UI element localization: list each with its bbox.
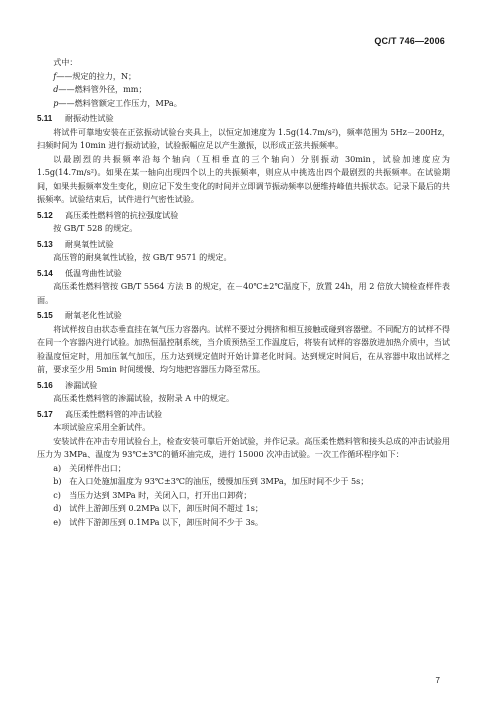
variable-symbol: p bbox=[53, 97, 59, 108]
list-label: b) bbox=[53, 476, 62, 486]
section-paragraph: 将试样按自由状态垂直挂在氧气压力容器内。试样不要过分拥挤和相互接触或碰到容器壁。不同配方的试样不得在同一个容器内进行试验。加热恒温控制系统，当介质预热至工作温度后，将装有试样的容器放进加热介质中，当试验温度恒定时，用加压氧气加压，压力达到规定值时开始计算老化时间。达到规定时间后，在从容器中取出试样之前，要求至少用 5min 时间缓慢、均匀地把容器压力降至常压。 bbox=[37, 323, 450, 374]
section-title: 渗漏试验 bbox=[65, 380, 98, 390]
section-number: 5.11 bbox=[37, 114, 53, 123]
list-text: 试件上游卸压到 0.2MPa 以下，卸压时间不超过 1s； bbox=[69, 503, 263, 513]
section-heading bbox=[37, 379, 450, 393]
standard-number: QC/T 746—2006 bbox=[374, 36, 445, 46]
variable-definition bbox=[37, 97, 450, 111]
section-title: 高压柔性燃料管的冲击试验 bbox=[65, 409, 163, 419]
list-label: a) bbox=[53, 462, 62, 473]
section-heading bbox=[37, 209, 450, 223]
list-label: e) bbox=[53, 516, 62, 527]
section-paragraph: 安装试件在冲击专用试验台上，检查安装可靠后开始试验，并作记录。高压柔性燃料管和接头总成的冲击试验用压力为 3MPa、温度为 93℃±3℃的循环油完成，进行 15000 次冲击试验。一次工作循环程序如下： bbox=[37, 435, 450, 459]
section-title: 耐臭氧性试验 bbox=[65, 239, 114, 249]
variable-text: ——燃料管额定工作压力，MPa。 bbox=[58, 97, 182, 108]
section-paragraph: 本项试验应采用全新试件。 bbox=[53, 422, 151, 432]
section-number: 5.12 bbox=[37, 210, 53, 220]
list-item bbox=[37, 489, 450, 503]
variable-symbol: d bbox=[53, 84, 59, 94]
list-label: d) bbox=[53, 503, 62, 513]
section-title: 高压柔性燃料管的抗拉强度试验 bbox=[65, 210, 179, 220]
formula-intro: 式中： bbox=[53, 57, 78, 67]
section-heading bbox=[37, 267, 450, 281]
section-title: 耐氧老化性试验 bbox=[65, 311, 122, 320]
section-heading bbox=[37, 112, 450, 126]
list-text: 关闭样件出口； bbox=[69, 462, 126, 473]
list-item bbox=[37, 502, 450, 516]
section-number: 5.16 bbox=[37, 380, 53, 390]
list-text: 当压力达到 3MPa 时，关闭入口，打开出口卸荷； bbox=[69, 489, 252, 500]
section-title: 低温弯曲性试验 bbox=[65, 268, 122, 278]
variable-text: ——燃料管外径，mm； bbox=[58, 84, 147, 94]
variable-definition bbox=[37, 70, 450, 84]
list-label: c) bbox=[53, 489, 61, 500]
section-title: 耐振动性试验 bbox=[65, 114, 114, 123]
section-number: 5.14 bbox=[37, 268, 53, 278]
section-heading bbox=[37, 309, 450, 323]
variable-definition bbox=[37, 83, 450, 97]
section-paragraph: 高压柔性燃料管的渗漏试验，按附录 A 中的规定。 bbox=[53, 393, 235, 403]
variable-symbol: f bbox=[53, 70, 57, 81]
page-number: 7 bbox=[435, 676, 440, 685]
document-body bbox=[37, 56, 450, 529]
section-paragraph: 按 GB/T 528 的规定。 bbox=[53, 223, 138, 233]
list-item bbox=[37, 516, 450, 530]
section-paragraph: 以最剧烈的共振频率沿每个轴向（互相垂直的三个轴向）分别振动 30min，试验加速度应为 1.5g(14.7m/s²)。如果在某一轴向出现四个以上的共振频率，则应从中挑选出四个最剧烈的共振频率。在试验期间，如果共振频率发生变化，则应记下发生变化的时间并立即调节振动频率以便维持峰值共振状态。记录下最后的共振频率。试验结束后，试件进行气密性试验。 bbox=[37, 153, 450, 204]
section-number: 5.17 bbox=[37, 409, 53, 419]
section-number: 5.13 bbox=[37, 239, 53, 249]
section-paragraph: 高压管的耐臭氧性试验，按 GB/T 9571 的规定。 bbox=[53, 252, 232, 262]
section-number: 5.15 bbox=[37, 311, 53, 320]
section-heading bbox=[37, 408, 450, 422]
section-heading bbox=[37, 238, 450, 252]
variable-text: ——规定的拉力，N； bbox=[56, 70, 137, 81]
section-paragraph: 高压柔性燃料管按 GB/T 5564 方法 B 的规定，在－40℃±2℃温度下，放置 24h，用 2 倍放大镜检查样件表面。 bbox=[37, 281, 450, 305]
list-item bbox=[37, 475, 450, 489]
list-text: 在入口处施加温度为 93℃±3℃的油压，缓慢加压到 3MPa，加压时间不少于 5s； bbox=[69, 476, 369, 486]
list-text: 试件下游卸压到 0.1MPa 以下，卸压时间不少于 3s。 bbox=[69, 516, 263, 527]
section-paragraph: 将试件可靠地安装在正弦振动试验台夹具上，以恒定加速度为 1.5g(14.7m/s²)，频率范围为 5Hz－200Hz，扫频时间为 10min 进行振动试验，试验振幅应足以产生激振，以形成正弦共振频率。 bbox=[37, 126, 450, 150]
list-item bbox=[37, 462, 450, 476]
